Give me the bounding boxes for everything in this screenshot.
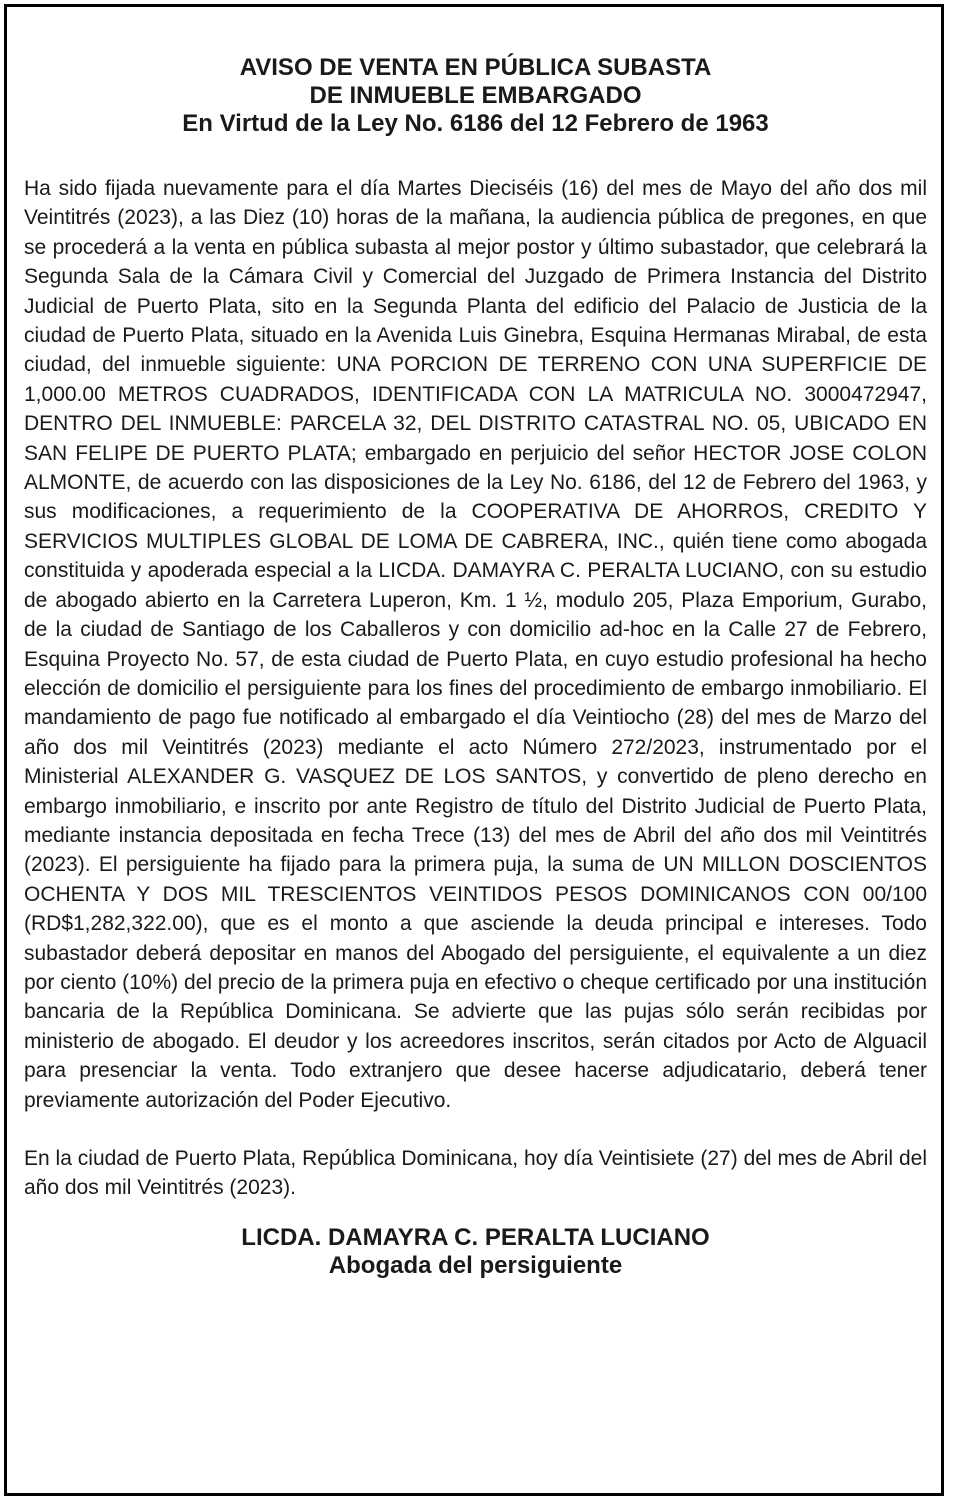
signature-name: LICDA. DAMAYRA C. PERALTA LUCIANO	[241, 1223, 710, 1251]
closing-paragraph: En la ciudad de Puerto Plata, República Dominicana, hoy día Veintisiete (27) del mes de Abril del año dos mil Veintitrés (2023).	[24, 1147, 927, 1200]
notice-content	[24, 54, 927, 1280]
notice-frame	[4, 4, 944, 1496]
main-paragraph: Ha sido fijada nuevamente para el día Martes Dieciséis (16) del mes de Mayo del año dos mil Veintitrés (2023), a las Diez (10) horas de la mañana, la audiencia pública de pregones, en que se procederá a la venta en pública subasta al mejor postor y último subastador, que celebrará la Segunda Sala de la Cámara Civil y Comercial del Juzgado de Primera Instancia del Distrito Judicial de Puerto Plata, sito en la Segunda Planta del edificio del Palacio de Justicia de la ciudad de Puerto Plata, situado en la Avenida Luis Ginebra, Esquina Hermanas Mirabal, de esta ciudad, del inmueble siguiente: UNA PORCION DE TERRENO CON UNA SUPERFICIE DE 1,000.00 METROS CUADRADOS, IDENTIFICADA CON LA MATRICULA NO. 3000472947, DENTRO DEL INMUEBLE: PARCELA 32, DEL DISTRITO CATASTRAL NO. 05, UBICADO EN SAN FELIPE DE PUERTO PLATA; embargado en perjuicio del señor HECTOR JOSE COLON ALMONTE, de acuerdo con las disposiciones de la Ley No. 6186, del 12 de Febrero del 1963, y sus modificaciones, a requerimiento de la COOPERATIVA DE AHORROS, CREDITO Y SERVICIOS MULTIPLES GLOBAL DE LOMA DE CABRERA, INC., quién tiene como abogada constituida y apoderada especial a la LICDA. DAMAYRA C. PERALTA LUCIANO, con su estudio de abogado abierto en la Carretera Luperon, Km. 1 ½, modulo 205, Plaza Emporium, Gurabo, de la ciudad de Santiago de los Caballeros y con domicilio ad-hoc en la Calle 27 de Febrero, Esquina Proyecto No. 57, de esta ciudad de Puerto Plata, en cuyo estudio profesional ha hecho elección de domicilio el persiguiente para los fines del procedimiento de embargo inmobiliario. El mandamiento de pago fue notificado al embargado el día Veintiocho (28) del mes de Marzo del año dos mil Veintitrés (2023) mediante el acto Número 272/2023, instrumentado por el Ministerial ALEXANDER G. VASQUEZ DE LOS SANTOS, y convertido de pleno derecho en embargo inmobiliario, e inscrito por ante Registro de título del Distrito Judicial de Puerto Plata, mediante instancia depositada en fecha Trece (13) del mes de Abril del año dos mil Veintitrés (2023). El persiguiente ha fijado para la primera puja, la suma de UN MILLON DOSCIENTOS OCHENTA Y DOS MIL TRESCIENTOS VEINTIDOS PESOS DOMINICANOS CON 00/100 (RD$1,282,322.00), que es el monto a que asciende la deuda principal e intereses. Todo subastador deberá depositar en manos del Abogado del persiguiente, el equivalente a un diez por ciento (10%) del precio de la primera puja en efectivo o cheque certificado por una institución bancaria de la República Dominicana. Se advierte que las pujas sólo serán recibidas por ministerio de abogado. El deudor y los acreedores inscritos, serán citados por Acto de Alguacil para presenciar la venta. Todo extranjero que desee hacerse adjudicatario, deberá tener previamente autorización del Poder Ejecutivo.	[24, 177, 927, 1112]
signature-role: Abogada del persiguiente	[328, 1251, 623, 1279]
signature-block	[24, 1224, 927, 1280]
notice-heading	[24, 54, 927, 138]
heading-law-reference: En Virtud de la Ley No. 6186 del 12 Febrero de 1963	[182, 110, 769, 137]
heading-title-line-2: DE INMUEBLE EMBARGADO	[309, 82, 642, 109]
heading-title-line-1: AVISO DE VENTA EN PÚBLICA SUBASTA	[239, 54, 712, 81]
